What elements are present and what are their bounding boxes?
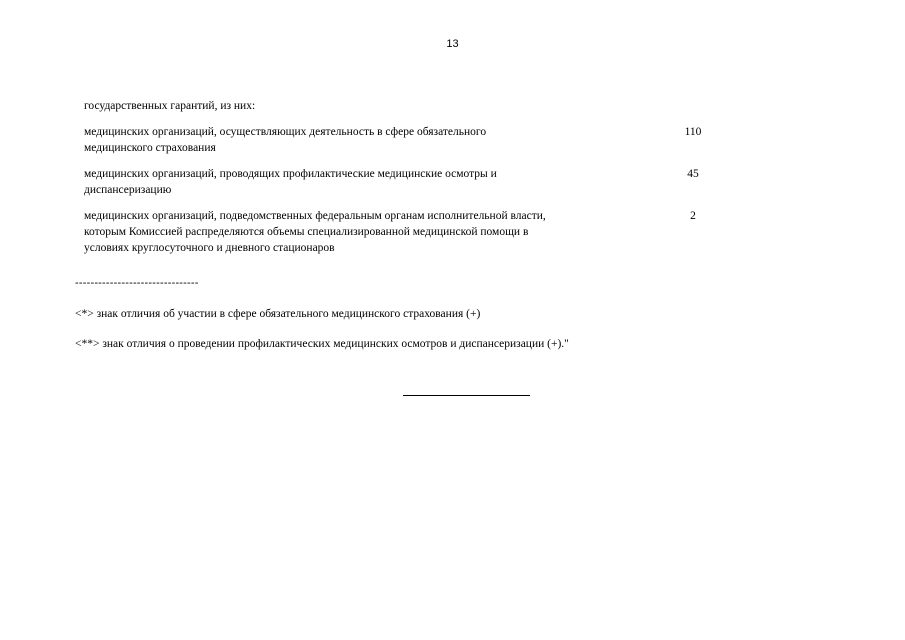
row-2-line-2: диспансеризацию bbox=[84, 184, 172, 196]
row-1-line-1: медицинских организаций, осуществляющих деятельность в сфере обязательного bbox=[84, 126, 487, 138]
intro-text: государственных гарантий, из них: bbox=[84, 100, 256, 112]
end-of-document-rule bbox=[403, 395, 530, 396]
footnote-2: <**> знак отличия о проведении профилактических медицинских осмотров и диспансеризации (+)." bbox=[75, 338, 569, 350]
row-3-value: 2 bbox=[690, 210, 696, 222]
footnote-separator: -------------------------------- bbox=[75, 277, 199, 289]
row-1-line-2: медицинского страхования bbox=[84, 142, 216, 154]
row-3-line-2: которым Комиссией распределяются объемы специализированной медицинской помощи в bbox=[84, 226, 529, 238]
row-3-line-1: медицинских организаций, подведомственных федеральным органам исполнительной власти, bbox=[84, 210, 546, 222]
row-1-value: 110 bbox=[684, 126, 702, 138]
row-2-value: 45 bbox=[687, 168, 699, 180]
row-2-line-1: медицинских организаций, проводящих профилактические медицинские осмотры и bbox=[84, 168, 497, 180]
footnote-1: <*> знак отличия об участии в сфере обязательного медицинского страхования (+) bbox=[75, 308, 481, 320]
page-number: 13 bbox=[446, 38, 459, 50]
row-3-line-3: условиях круглосуточного и дневного стационаров bbox=[84, 242, 335, 254]
